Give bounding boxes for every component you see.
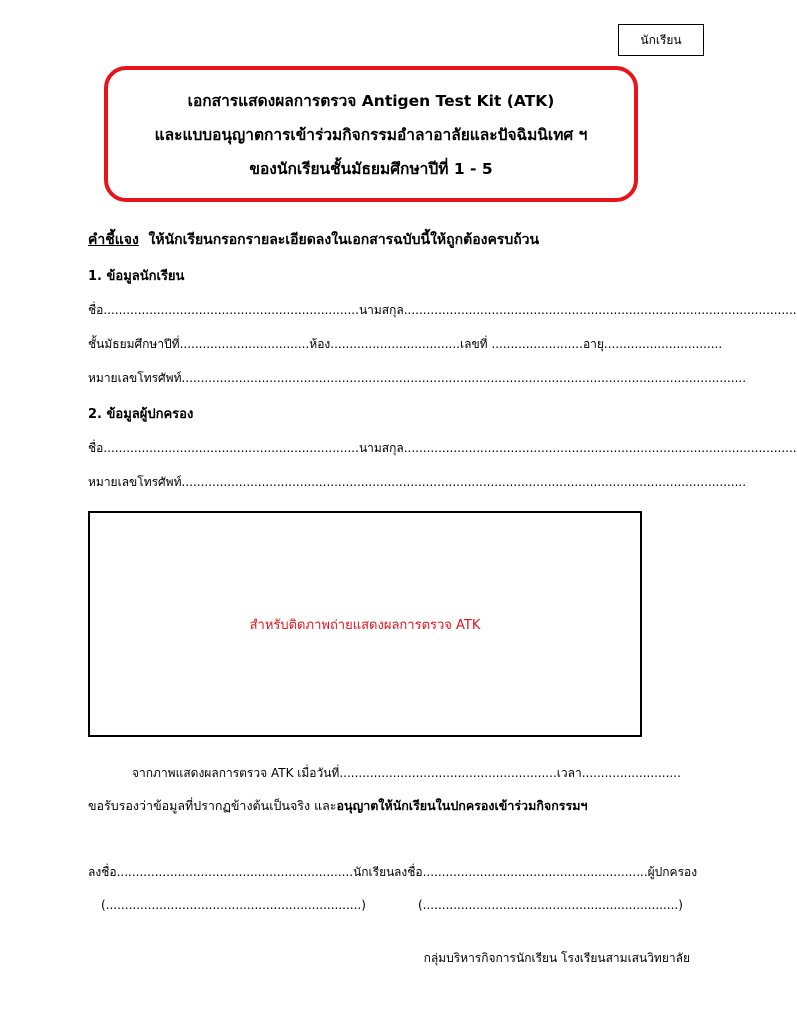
- student-age-label: อายุ: [582, 337, 604, 351]
- atk-photo-label: สำหรับติดภาพถ่ายแสดงผลการตรวจ ATK: [249, 617, 481, 633]
- parent-name-row[interactable]: ชื่อ...................................................................นามสกุล.......................................................................................................: [88, 441, 797, 455]
- instruction-text: ให้นักเรียนกรอกรายละเอียดลงในเอกสารฉบับนี้ให้ถูกต้องครบถ้วน: [148, 232, 540, 248]
- atk-photo-area[interactable]: [88, 511, 642, 737]
- parent-surname-label: นามสกุล: [358, 441, 404, 455]
- title-line-3: ของนักเรียนชั้นมัธยมศึกษาปีที่ 1 - 5: [249, 160, 493, 178]
- parent-sign-label: ลงชื่อ: [394, 865, 423, 879]
- student-phone-label: หมายเลขโทรศัพท์: [88, 371, 182, 385]
- parent-sign-role: ผู้ปกครอง: [647, 865, 698, 879]
- student-sign-label: ลงชื่อ: [88, 865, 117, 879]
- parent-signature-line[interactable]: ลงชื่อ...........................................................ผู้ปกครอง: [394, 865, 698, 879]
- result-date-row[interactable]: จากภาพแสดงผลการตรวจ ATK เมื่อวันที่.........................................................เวลา..........................: [132, 766, 681, 780]
- student-sign-role: นักเรียน: [353, 865, 395, 879]
- parent-phone-row[interactable]: หมายเลขโทรศัพท์....................................................................................................................................................: [88, 475, 747, 489]
- student-surname-label: นามสกุล: [358, 303, 404, 317]
- certification-text: ขอรับรองว่าข้อมูลที่ปรากฏข้างต้นเป็นจริง และ: [88, 798, 337, 813]
- parent-name-label: ชื่อ: [88, 441, 104, 455]
- student-class-row[interactable]: ชั้นมัธยมศึกษาปีที่..................................ห้อง..................................เลขที่ ........................อายุ...............................: [88, 337, 723, 351]
- student-signature-line[interactable]: ลงชื่อ..............................................................นักเรียน: [88, 865, 395, 879]
- certification-statement: [88, 796, 587, 816]
- student-number-label: เลขที่: [459, 337, 488, 351]
- footer-school: กลุ่มบริหารกิจการนักเรียน โรงเรียนสามเสนวิทยาลัย: [423, 951, 690, 965]
- student-grade-label: ชั้นมัธยมศึกษาปีที่: [88, 337, 180, 351]
- parent-phone-label: หมายเลขโทรศัพท์: [88, 475, 182, 489]
- student-section-heading: 1. ข้อมูลนักเรียน: [88, 269, 185, 284]
- certification-permission: อนุญาตให้นักเรียนในปกครองเข้าร่วมกิจกรรมฯ: [336, 798, 588, 813]
- instruction-lead: คำชี้แจง: [88, 232, 139, 248]
- parent-printed-name[interactable]: (...................................................................): [418, 898, 683, 912]
- student-room-label: ห้อง: [309, 337, 331, 351]
- student-name-label: ชื่อ: [88, 303, 104, 317]
- instruction: [88, 229, 539, 251]
- title-line-1: เอกสารแสดงผลการตรวจ Antigen Test Kit (ATK): [187, 92, 555, 110]
- student-printed-name[interactable]: (...................................................................): [101, 898, 366, 912]
- result-date-label: จากภาพแสดงผลการตรวจ ATK เมื่อวันที่: [132, 766, 340, 780]
- result-time-label: เวลา: [556, 766, 582, 780]
- document-owner-label: นักเรียน: [618, 24, 704, 56]
- title-line-2: และแบบอนุญาตการเข้าร่วมกิจกรรมอำลาอาลัยและปัจฉิมนิเทศ ฯ: [154, 126, 588, 144]
- student-phone-row[interactable]: หมายเลขโทรศัพท์....................................................................................................................................................: [88, 371, 747, 385]
- parent-section-heading: 2. ข้อมูลผู้ปกครอง: [88, 407, 194, 422]
- student-name-row[interactable]: ชื่อ...................................................................นามสกุล.......................................................................................................: [88, 303, 797, 317]
